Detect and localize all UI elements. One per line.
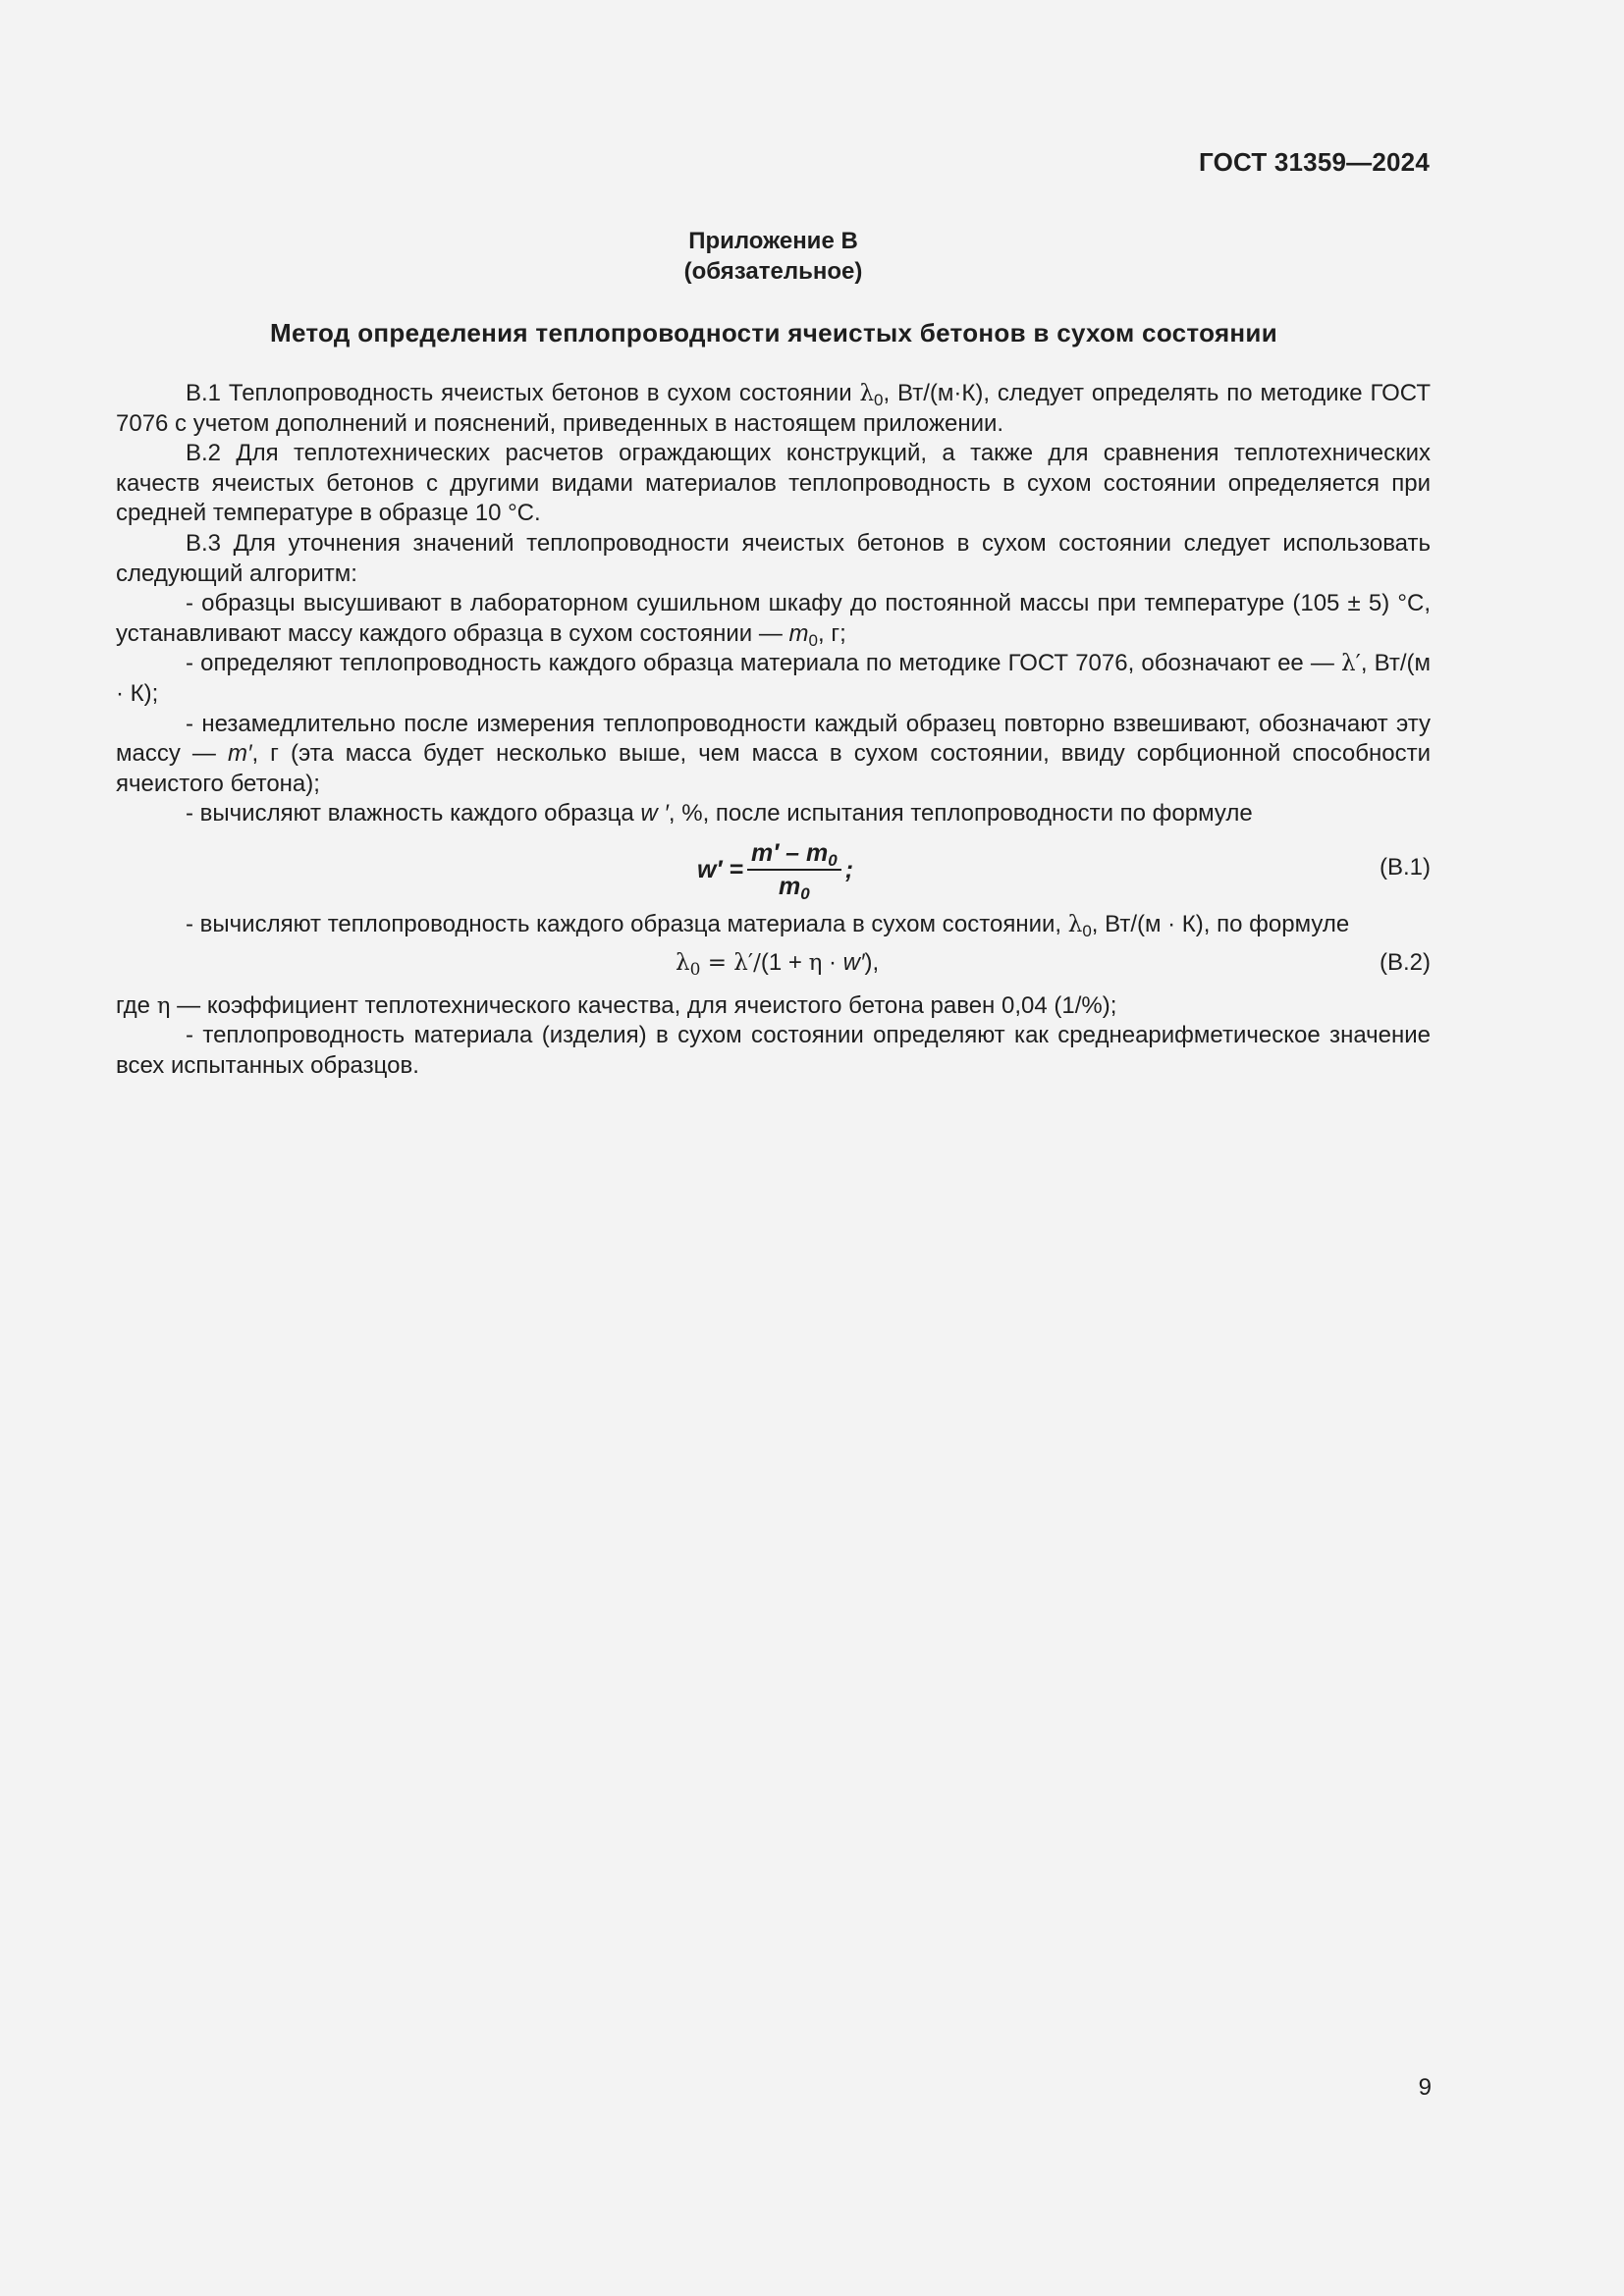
equation-number-b1: (В.1) bbox=[1379, 853, 1431, 881]
list-item-drying bbox=[116, 589, 1431, 649]
formula-b2 bbox=[116, 944, 1431, 984]
subscript: 0 bbox=[808, 630, 819, 650]
text: где bbox=[116, 991, 157, 1019]
moisture-symbol: w ′ bbox=[640, 800, 669, 828]
equation-number-b2: (В.2) bbox=[1379, 948, 1431, 976]
formula-b1 bbox=[116, 839, 1431, 904]
document-code: ГОСТ 31359—2024 bbox=[1199, 147, 1430, 177]
fraction-numerator bbox=[747, 839, 841, 871]
text: - вычисляют теплопроводность каждого образца материала в сухом состоянии, bbox=[186, 910, 1068, 937]
paragraph-b2: В.2 Для теплотехнических расчетов ограждающих конструкций, а также для сравнения теплотехнических качеств ячеистых бетонов с другими видами материалов теплопроводность в сухом состоянии определяется при средней температуре в образце 10 °С. bbox=[116, 440, 1431, 527]
text: ), bbox=[864, 948, 880, 976]
subscript: 0 bbox=[689, 959, 701, 980]
page-number: 9 bbox=[1418, 2074, 1432, 2101]
text: - вычисляют влажность каждого образца bbox=[186, 800, 641, 828]
subscript: 0 bbox=[828, 850, 838, 870]
paragraph-b3: В.3 Для уточнения значений теплопроводности ячеистых бетонов в сухом состоянии следует использовать следующий алгоритм: bbox=[116, 529, 1431, 587]
text: , Вт/(м · К); bbox=[116, 650, 1431, 707]
text: m bbox=[779, 872, 801, 900]
lambda-symbol: λ bbox=[859, 381, 875, 406]
text: В.1 Теплопроводность ячеистых бетонов в сухом состоянии bbox=[186, 380, 860, 406]
document-body bbox=[116, 379, 1431, 1081]
moisture-symbol: w′ bbox=[842, 948, 865, 976]
paragraph-b1 bbox=[116, 379, 1431, 439]
text: (1 + bbox=[760, 948, 809, 976]
fraction-denominator bbox=[779, 871, 810, 903]
subscript: 0 bbox=[1082, 921, 1092, 940]
lambda-symbol: λ bbox=[676, 949, 690, 976]
text: - незамедлительно после измерения теплопроводности каждый образец повторно взвешивают, обозначают эту массу — bbox=[116, 710, 1431, 768]
eta-symbol: η bbox=[808, 949, 823, 976]
lambda-prime-symbol: λ′ bbox=[1341, 651, 1361, 677]
list-item-average: - теплопроводность материала (изделия) в сухом состоянии определяют как среднеарифметическое значение всех испытанных образцов. bbox=[116, 1022, 1431, 1079]
subscript: 0 bbox=[800, 883, 810, 903]
list-item-moisture bbox=[116, 799, 1431, 829]
text: , %, после испытания теплопроводности по формуле bbox=[668, 800, 1253, 828]
text: = λ′/ bbox=[700, 949, 761, 976]
annex-heading bbox=[0, 226, 1546, 287]
text: - образцы высушивают в лабораторном сушильном шкафу до постоянной массы при температуре (105 ± 5) °С, устанавливают массу каждого образца в сухом состоянии — bbox=[116, 590, 1431, 647]
text: - определяют теплопроводность каждого образца материала по методике ГОСТ 7076, обозначают ее — bbox=[186, 650, 1342, 677]
text: , Вт/(м · К), по формуле bbox=[1091, 910, 1350, 937]
where-clause bbox=[116, 991, 1431, 1022]
annex-status: (обязательное) bbox=[683, 258, 863, 285]
formula-end: ; bbox=[844, 855, 854, 883]
annex-title: Метод определения теплопроводности ячеистых бетонов в сухом состоянии bbox=[269, 318, 1277, 347]
annex-label: Приложение В bbox=[688, 228, 858, 254]
list-item-reweigh bbox=[116, 710, 1431, 800]
text: — коэффициент теплотехнического качества, для ячеистого бетона равен 0,04 (1/%); bbox=[170, 991, 1117, 1019]
lambda-symbol: λ bbox=[1067, 911, 1083, 937]
mass-prime-symbol: m′ bbox=[227, 740, 252, 768]
subscript: 0 bbox=[874, 391, 884, 409]
formula-b2-expression bbox=[676, 948, 879, 979]
fraction bbox=[747, 838, 841, 903]
text: , г; bbox=[818, 619, 846, 647]
text: , Вт/(м·К), следует определять по методике ГОСТ 7076 с учетом дополнений и пояснений, приведенных в настоящем приложении. bbox=[116, 380, 1432, 437]
list-item-dry-conductivity bbox=[116, 910, 1431, 940]
eta-symbol: η bbox=[156, 992, 171, 1019]
formula-lhs: w′ = bbox=[697, 855, 743, 883]
text: , г (эта масса будет несколько выше, чем масса в сухом состоянии, ввиду сорбционной способности ячеистого бетона); bbox=[116, 740, 1431, 797]
mass-symbol: m bbox=[788, 619, 809, 647]
list-item-measure-conductivity bbox=[116, 649, 1431, 709]
text: · bbox=[822, 948, 843, 976]
formula-b1-expression bbox=[697, 838, 854, 903]
text: m′ – m bbox=[751, 838, 829, 867]
